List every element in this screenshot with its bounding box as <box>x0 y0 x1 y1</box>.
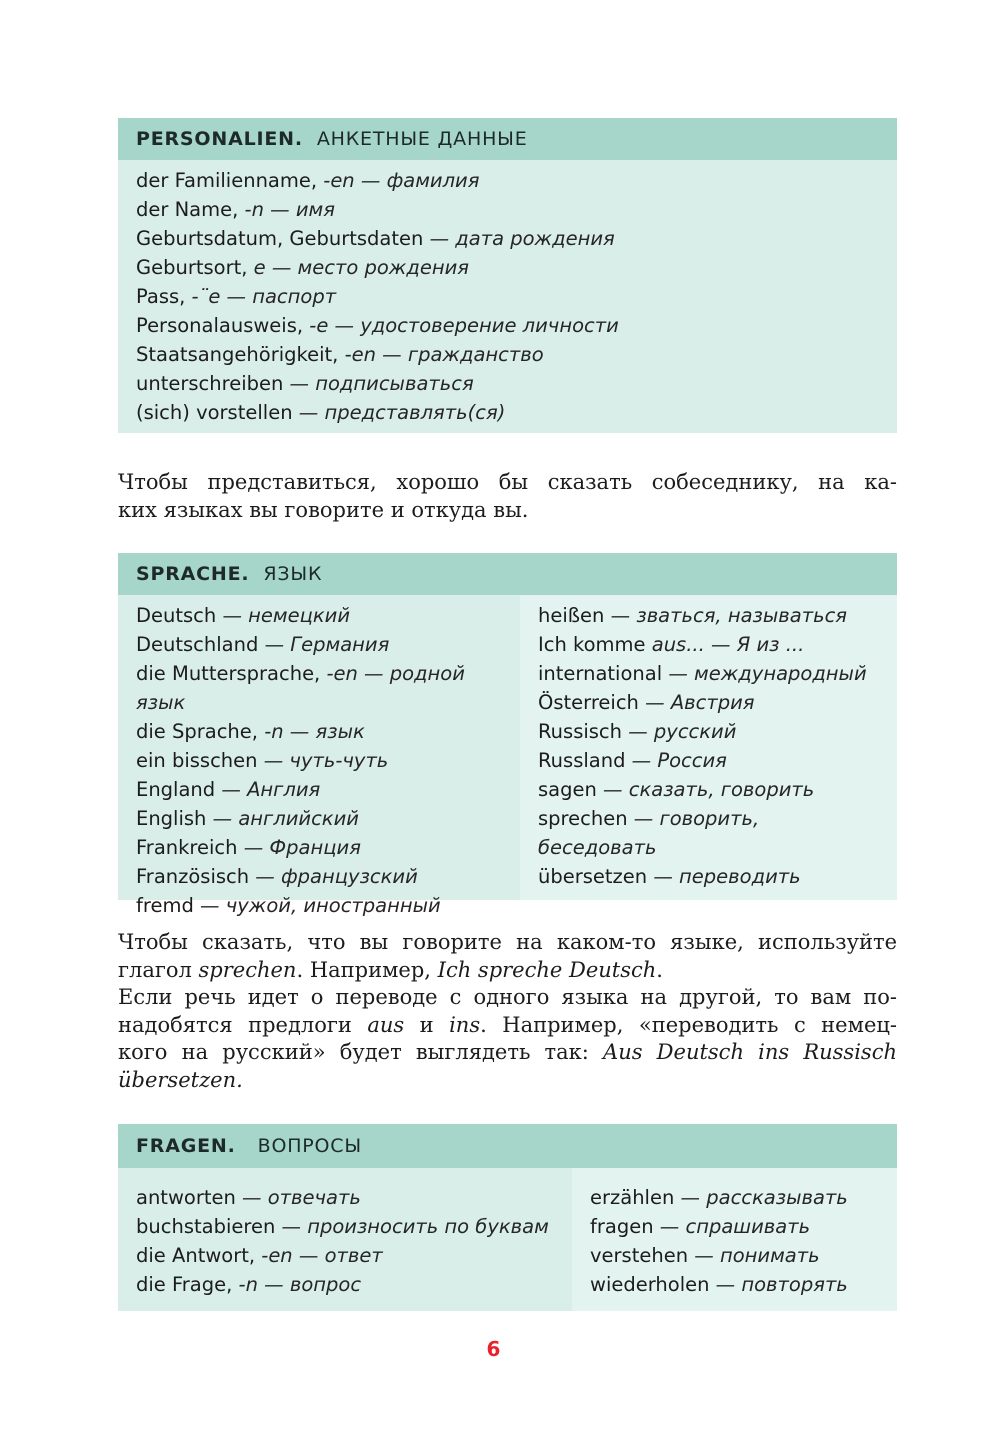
list-item: Französisch — французский <box>136 865 418 888</box>
list-item: Ich komme aus... — Я из ... <box>538 633 805 656</box>
list-item: die Antwort, -en — ответ <box>136 1244 383 1267</box>
list-item: fremd — чужой, иностранный <box>136 894 441 917</box>
list-item: Österreich — Австрия <box>538 691 755 714</box>
list-item: wiederholen — повторять <box>590 1273 848 1296</box>
fragen-title-de: FRAGEN. <box>136 1135 236 1157</box>
fragen-title-ru: ВОПРОСЫ <box>257 1135 362 1157</box>
list-item: беседовать <box>538 836 657 859</box>
list-item: Staatsangehörigkeit, -en — гражданство <box>136 343 544 366</box>
list-item: international — международный <box>538 662 867 685</box>
paragraph-line: кого на русский» будет выглядеть так: Aus Deutsch ins Russisch <box>118 1040 897 1064</box>
list-item: heißen — зваться, называться <box>538 604 848 627</box>
personalien-title-ru: АНКЕТНЫЕ ДАННЫЕ <box>316 128 528 150</box>
list-item: Geburtsort, e — место рождения <box>136 256 469 279</box>
sprache-right-column <box>520 595 897 900</box>
list-item: die Muttersprache, -en — родной язык <box>136 662 465 714</box>
list-item: der Familienname, -en — фамилия <box>136 169 480 192</box>
list-item: Deutschland — Германия <box>136 633 390 656</box>
list-item: Geburtsdatum, Geburtsdaten — дата рождения <box>136 227 615 250</box>
usage-paragraph <box>118 929 897 1094</box>
list-item: verstehen — понимать <box>590 1244 820 1267</box>
list-item: fragen — спрашивать <box>590 1215 811 1238</box>
paragraph-line: Чтобы сказать, что вы говорите на каком-то языке, используйте <box>118 930 897 954</box>
paragraph-line: ких языках вы говорите и откуда вы. <box>118 497 529 522</box>
page-number: 6 <box>486 1337 501 1361</box>
list-item: die Frage, -n — вопрос <box>136 1273 362 1296</box>
paragraph-line: глагол sprechen. Например, Ich spreche Deutsch. <box>118 957 663 982</box>
list-item: die Sprache, -n — язык <box>136 720 365 743</box>
list-item: Personalausweis, -e — удостоверение личности <box>136 314 619 337</box>
list-item: Frankreich — Франция <box>136 836 361 859</box>
list-item: der Name, -n — имя <box>136 198 335 221</box>
list-item: unterschreiben — подписываться <box>136 372 474 395</box>
paragraph-line: надобятся предлоги aus и ins. Например, «переводить с немец- <box>118 1012 897 1037</box>
sprache-title-ru: ЯЗЫК <box>263 563 323 585</box>
list-item: sprechen — говорить, <box>538 807 760 830</box>
list-item: Deutsch — немецкий <box>136 604 351 627</box>
list-item: English — английский <box>136 807 359 830</box>
personalien-header <box>118 118 897 160</box>
list-item: England — Англия <box>136 778 321 801</box>
intro-paragraph <box>118 469 897 524</box>
personalien-box <box>118 118 897 433</box>
list-item: Russland — Россия <box>538 749 727 772</box>
list-item: Russisch — русский <box>538 720 737 743</box>
personalien-list <box>118 160 897 433</box>
list-item: antworten — отвечать <box>136 1186 361 1209</box>
fragen-left-column <box>118 1168 572 1311</box>
list-item: ein bisschen — чуть-чуть <box>136 749 389 772</box>
personalien-title-de: PERSONALIEN. <box>136 128 303 150</box>
sprache-box <box>118 553 897 917</box>
list-item: buchstabieren — произносить по буквам <box>136 1215 549 1238</box>
paragraph-line: Если речь идет о переводе с одного языка на другой, то вам по- <box>118 985 897 1009</box>
list-item: Pass, -¨e — паспорт <box>136 285 337 308</box>
list-item: sagen — сказать, говорить <box>538 778 815 801</box>
list-item: (sich) vorstellen — представлять(ся) <box>136 401 506 424</box>
fragen-box <box>118 1124 897 1311</box>
sprache-left-column <box>118 595 520 917</box>
sprache-header <box>118 553 897 595</box>
list-item: übersetzen — переводить <box>538 865 801 888</box>
fragen-right-column <box>572 1168 897 1311</box>
paragraph-line: Чтобы представиться, хорошо бы сказать собеседнику, на ка- <box>118 470 897 494</box>
sprache-title-de: SPRACHE. <box>136 563 250 585</box>
paragraph-line: übersetzen. <box>118 1067 243 1092</box>
list-item: erzählen — рассказывать <box>590 1186 848 1209</box>
fragen-header <box>118 1124 897 1168</box>
